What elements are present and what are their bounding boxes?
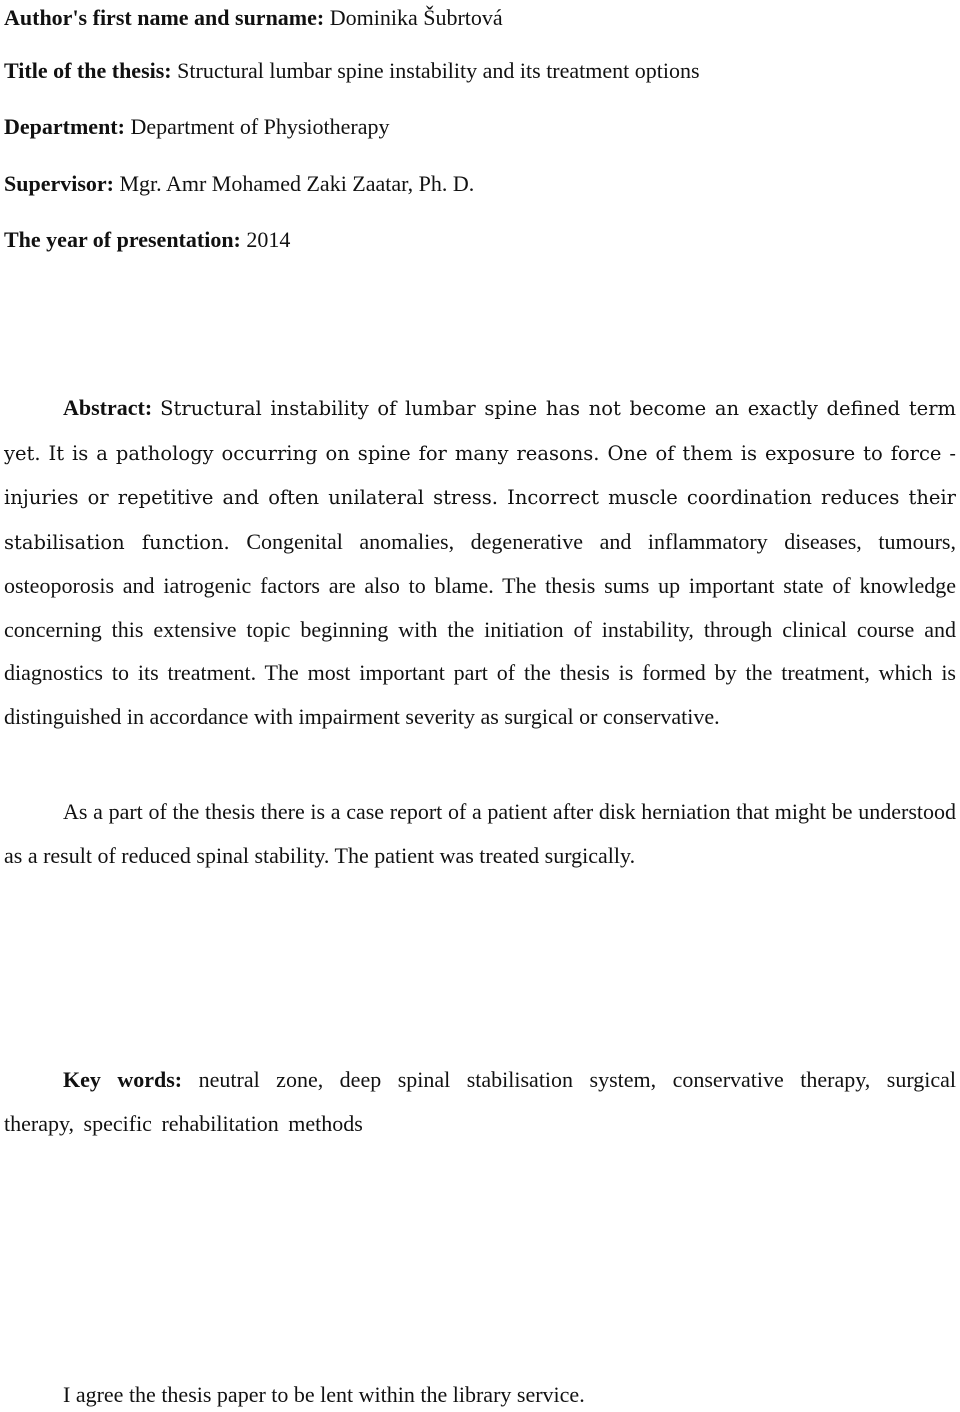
year-value: 2014 [246,227,291,252]
year-line [4,226,290,254]
supervisor-label: Supervisor: [4,171,114,196]
author-line [4,4,503,32]
title-line [4,57,700,85]
department-label: Department: [4,114,125,139]
abstract-paragraph [4,386,956,738]
title-value: Structural lumbar spine instability and its treatment options [177,58,700,83]
abstract-text-part2: Congenital anomalies, degenerative and inflammatory diseases, tumours, osteoporosis and iatrogenic factors are also to blame. The thesis sums up important state of knowledge concerning this extensive topic beginning with the initiation of instability, through clinical course and diagnostics to its treatment. The most important part of the thesis is formed by the treatment, which is distinguished in accordance with impairment severity as surgical or conservative. [4,528,956,729]
year-label: The year of presentation: [4,227,241,252]
department-line [4,113,390,141]
case-report-paragraph [4,790,956,877]
supervisor-line [4,170,474,198]
keywords-text: neutral zone, deep spinal stabilisation system, conservative therapy, surgical therapy, specific rehabilitation methods [4,1067,957,1136]
keywords-label: Key words: [63,1067,183,1092]
author-value: Dominika Šubrtová [329,5,503,30]
author-label: Author's first name and surname: [4,5,325,30]
library-agreement: I agree the thesis paper to be lent within the library service. [63,1382,585,1407]
supervisor-value: Mgr. Amr Mohamed Zaki Zaatar, Ph. D. [119,171,475,196]
keywords-paragraph [4,1058,956,1145]
abstract-label: Abstract: [63,395,153,420]
abstract-text-part1: Structural instability of lumbar spine has not become an exactly defined term yet. It is a pathology occurring on spine for many reasons. One of them is exposure to force - injuries or repetitive and often unilateral stress. Incorrect muscle coordination reduces their stabilisation function. [4,397,957,554]
case-report-text: As a part of the thesis there is a case report of a patient after disk herniation that might be understood as a result of reduced spinal stability. The patient was treated surgically. [4,799,956,868]
title-label: Title of the thesis: [4,58,172,83]
department-value: Department of Physiotherapy [130,114,390,139]
